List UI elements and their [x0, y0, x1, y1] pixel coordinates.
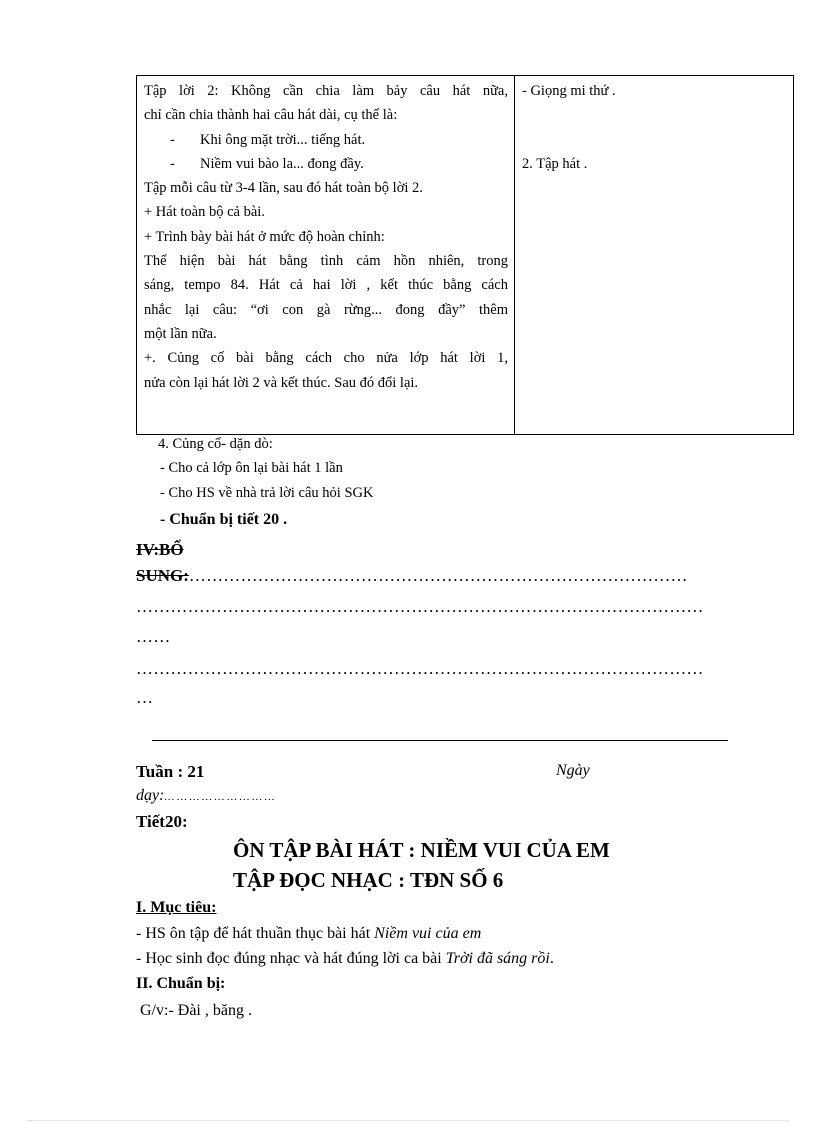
cell-line: 2. Tập hát .	[522, 155, 588, 172]
list-item	[144, 152, 508, 176]
lesson-activity-table	[136, 75, 794, 435]
list-item	[144, 128, 508, 152]
student-activity-cell	[515, 76, 793, 437]
teacher-activity-cell	[137, 76, 515, 434]
date-field	[136, 787, 274, 805]
list-item-text: Niềm vui bào la... đong đầy.	[200, 155, 364, 172]
consolidate-item: - Chuẩn bị tiết 20 .	[160, 511, 288, 528]
cell-line: một lần nữa.	[144, 325, 217, 342]
dotted-fill: ……………………………………………………………………………	[188, 566, 688, 585]
goal-item	[136, 950, 554, 968]
cell-line: Thể hiện bài hát bằng tình cảm hồn nhiên, trong	[144, 253, 508, 270]
cell-line: - Giọng mi thứ .	[522, 83, 616, 99]
prep-item: G/v:- Đài , băng .	[140, 1002, 252, 1019]
cell-line: + Hát toàn bộ cả bài.	[144, 204, 265, 221]
song-title: Niềm vui của em	[374, 925, 482, 942]
list-item-text: Khi ông mặt trời... tiếng hát.	[200, 131, 366, 148]
supplement-label: IV:BỔ	[136, 540, 184, 559]
list-dash: -	[170, 131, 175, 148]
dotted-fill: ………………………………………………………………………………………	[136, 597, 704, 616]
cell-line: + Trình bày bài hát ở mức độ hoàn chỉnh:	[144, 228, 385, 245]
song-title: Trời đã sáng rồi	[445, 950, 550, 967]
consolidate-heading: 4. Củng cố- dặn dò:	[158, 436, 273, 452]
goal-item	[136, 925, 481, 943]
cell-line: Tập lời 2: Không cần chia làm bảy câu hát nữa,	[144, 83, 508, 99]
period-label: Tiết20:	[136, 812, 188, 831]
dotted-fill: ……	[136, 627, 171, 646]
cell-line: +. Củng cố bài bằng cách cho nửa lớp hát lời 1,	[144, 350, 508, 367]
cell-line: Tập mỗi câu từ 3-4 lần, sau đó hát toàn bộ lời 2.	[144, 180, 423, 197]
goals-heading: I. Mục tiêu:	[136, 899, 217, 916]
lesson-subtitle: TẬP ĐỌC NHẠC : TĐN SỐ 6	[233, 868, 504, 892]
cell-line: chỉ cần chia thành hai câu hát dài, cụ thể là:	[144, 107, 398, 124]
goal-text: - Học sinh đọc đúng nhạc và hát đúng lời ca bài	[136, 950, 446, 967]
supplement-line	[136, 566, 688, 586]
goal-text: - HS ôn tập để hát thuần thục bài hát	[136, 925, 375, 942]
cell-line: sáng, tempo 84. Hát cả hai lời , kết thúc bằng cách	[144, 277, 508, 294]
cell-line: nhắc lại câu: “ơi con gà rừng... đong đầy” thêm	[144, 301, 508, 318]
week-label: Tuần : 21	[136, 762, 205, 781]
lesson-title: ÔN TẬP BÀI HÁT : NIỀM VUI CỦA EM	[233, 838, 610, 862]
consolidate-item: - Cho HS về nhà trả lời câu hỏi SGK	[160, 485, 374, 501]
dotted-fill: …	[136, 688, 154, 707]
dotted-fill: ………………………………………………………………………………………	[136, 659, 704, 678]
supplement-label: SUNG:	[136, 566, 189, 585]
goal-text: .	[549, 950, 554, 967]
prep-heading: II. Chuẩn bị:	[136, 975, 226, 992]
list-dash: -	[170, 155, 175, 172]
section-divider	[152, 740, 728, 741]
consolidate-item: - Cho cả lớp ôn lại bài hát 1 lần	[160, 460, 343, 476]
cell-line: nửa còn lại hát lời 2 và kết thúc. Sau đó đổi lại.	[144, 374, 419, 391]
dotted-fill: … … … … … … … … …	[164, 791, 275, 803]
date-label: dạy:	[136, 787, 165, 804]
page-bottom-rule	[28, 1120, 788, 1121]
date-label: Ngày	[556, 762, 590, 779]
